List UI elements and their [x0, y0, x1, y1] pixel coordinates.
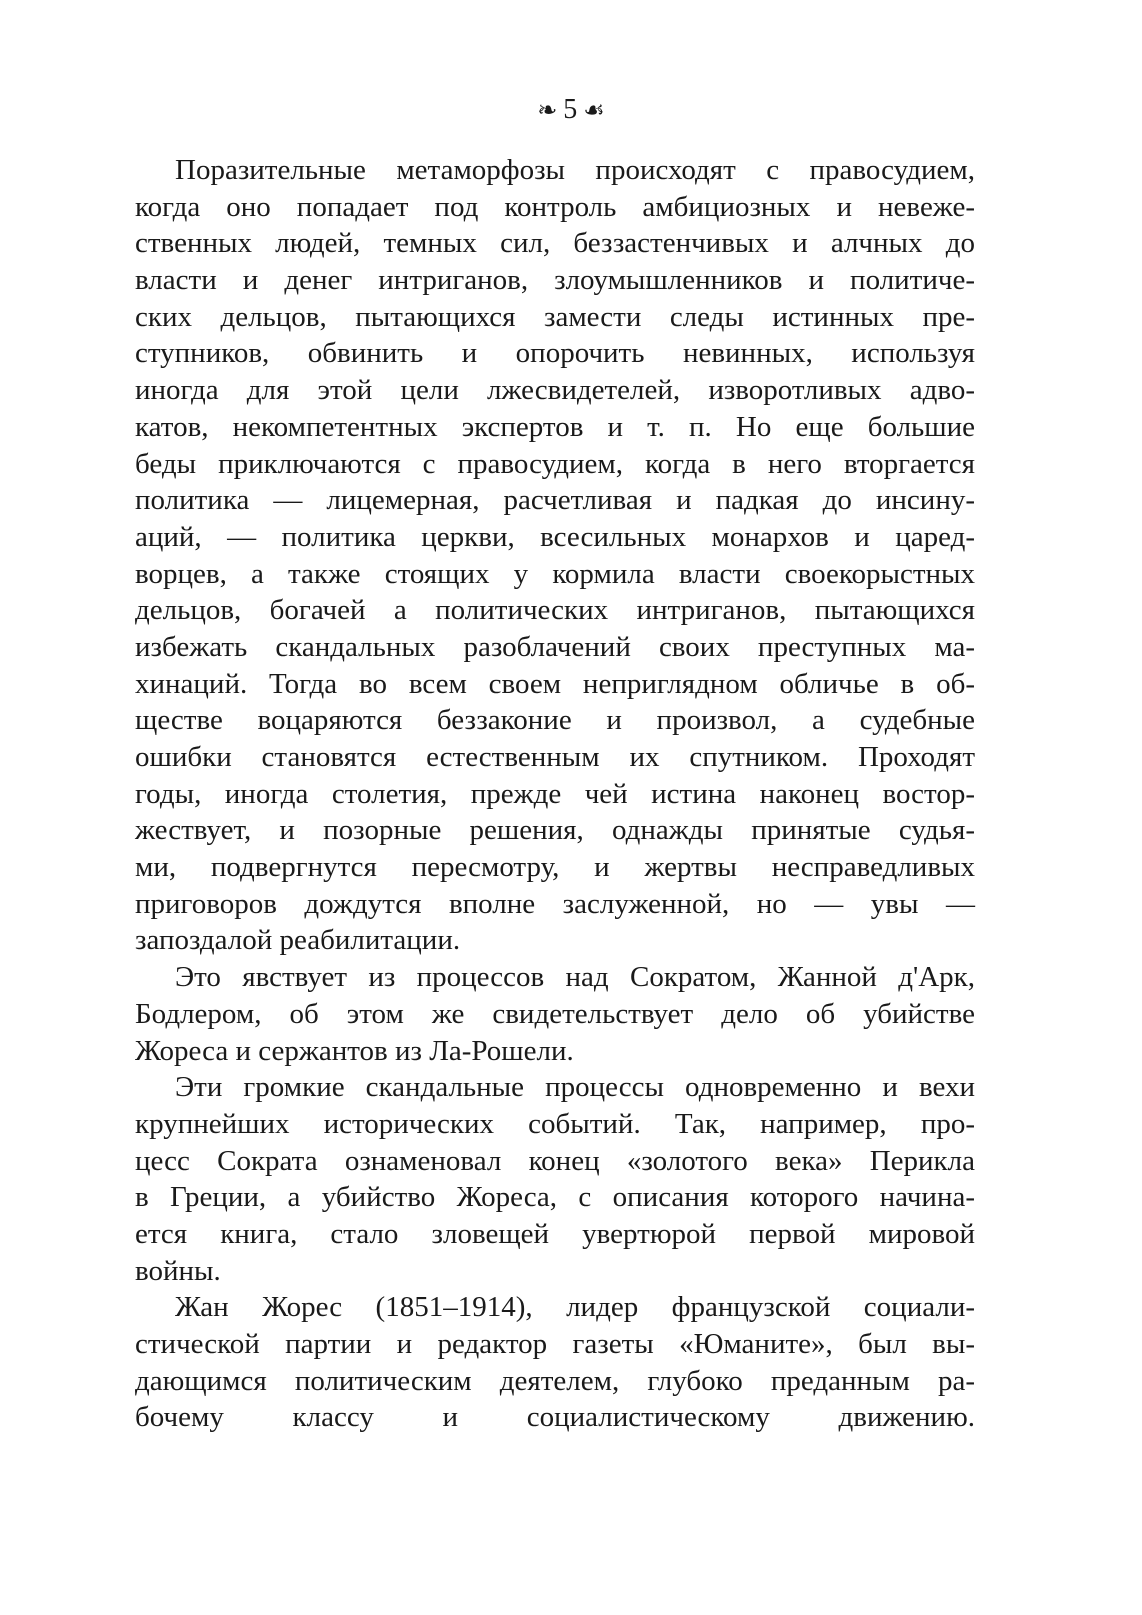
text-line: иногда для этой цели лжесвидетелей, изворотливых адво- [135, 374, 975, 407]
text-line: дельцов, богачей а политических интриганов, пытающихся [135, 594, 975, 627]
text-line: Бодлером, об этом же свидетельствует дело об убийстве [135, 997, 975, 1030]
text-line: ми, подвергнутся пересмотру, и жертвы несправедливых [135, 851, 975, 884]
text-line: ских дельцов, пытающихся замести следы истинных пре- [135, 300, 975, 333]
text-line: ется книга, стало зловещей увертюрой первой мировой [135, 1217, 975, 1250]
text-line: Жореса и сержантов из Ла-Рошели. [135, 1034, 574, 1067]
text-line: бочему классу и социалистическому движению. [135, 1401, 975, 1434]
text-line: приговоров дождутся вполне заслуженной, но — увы — [135, 887, 975, 920]
text-line: аций, — политика церкви, всесильных монархов и царед- [135, 520, 975, 553]
text-line: цесс Сократа ознаменовал конец «золотого века» Перикла [135, 1144, 975, 1177]
text-line: Жан Жорес (1851–1914), лидер французской социали- [175, 1291, 975, 1324]
text-line: Это явствует из процессов над Сократом, Жанной д'Арк, [175, 961, 975, 994]
text-line: крупнейших исторических событий. Так, например, про- [135, 1107, 975, 1140]
text-line: ворцев, а также стоящих у кормила власти своекорыстных [135, 557, 975, 590]
ornament-left-icon: ❧ [537, 98, 558, 124]
text-line: ступников, обвинить и опорочить невинных, используя [135, 337, 975, 370]
ornament-right-icon: ☙ [583, 98, 605, 124]
text-line: Поразительные метаморфозы происходят с правосудием, [175, 154, 975, 186]
body-text [135, 152, 975, 1436]
text-line: когда оно попадает под контроль амбициозных и невеже- [135, 190, 975, 223]
text-line: ственных людей, темных сил, беззастенчивых и алчных до [135, 227, 975, 260]
text-line: Эти громкие скандальные процессы одновременно и вехи [175, 1071, 975, 1104]
text-line: катов, некомпетентных экспертов и т. п. Но еще большие [135, 410, 975, 443]
page-header [0, 92, 1142, 129]
text-line: хинаций. Тогда во всем своем неприглядном обличье в об- [135, 667, 975, 700]
text-line: политика — лицемерная, расчетливая и падкая до инсину- [135, 484, 975, 517]
text-line: ществе воцаряются беззаконие и произвол, а судебные [135, 704, 975, 737]
text-line: войны. [135, 1254, 221, 1287]
text-line: дающимся политическим деятелем, глубоко преданным ра- [135, 1364, 975, 1397]
text-line: жествует, и позорные решения, однажды принятые судья- [135, 814, 975, 847]
text-line: в Греции, а убийство Жореса, с описания которого начина- [135, 1181, 975, 1214]
text-line: стической партии и редактор газеты «Юманите», был вы- [135, 1328, 975, 1360]
text-line: беды приключаются с правосудием, когда в него вторгается [135, 447, 975, 480]
text-line: ошибки становятся естественным их спутником. Проходят [135, 741, 975, 773]
text-line: годы, иногда столетия, прежде чей истина наконец востор- [135, 777, 975, 810]
text-line: запоздалой реабилитации. [135, 924, 461, 957]
page-number: 5 [563, 94, 578, 125]
text-line: избежать скандальных разоблачений своих преступных ма- [135, 630, 975, 663]
text-line: власти и денег интриганов, злоумышленников и политиче- [135, 264, 975, 297]
